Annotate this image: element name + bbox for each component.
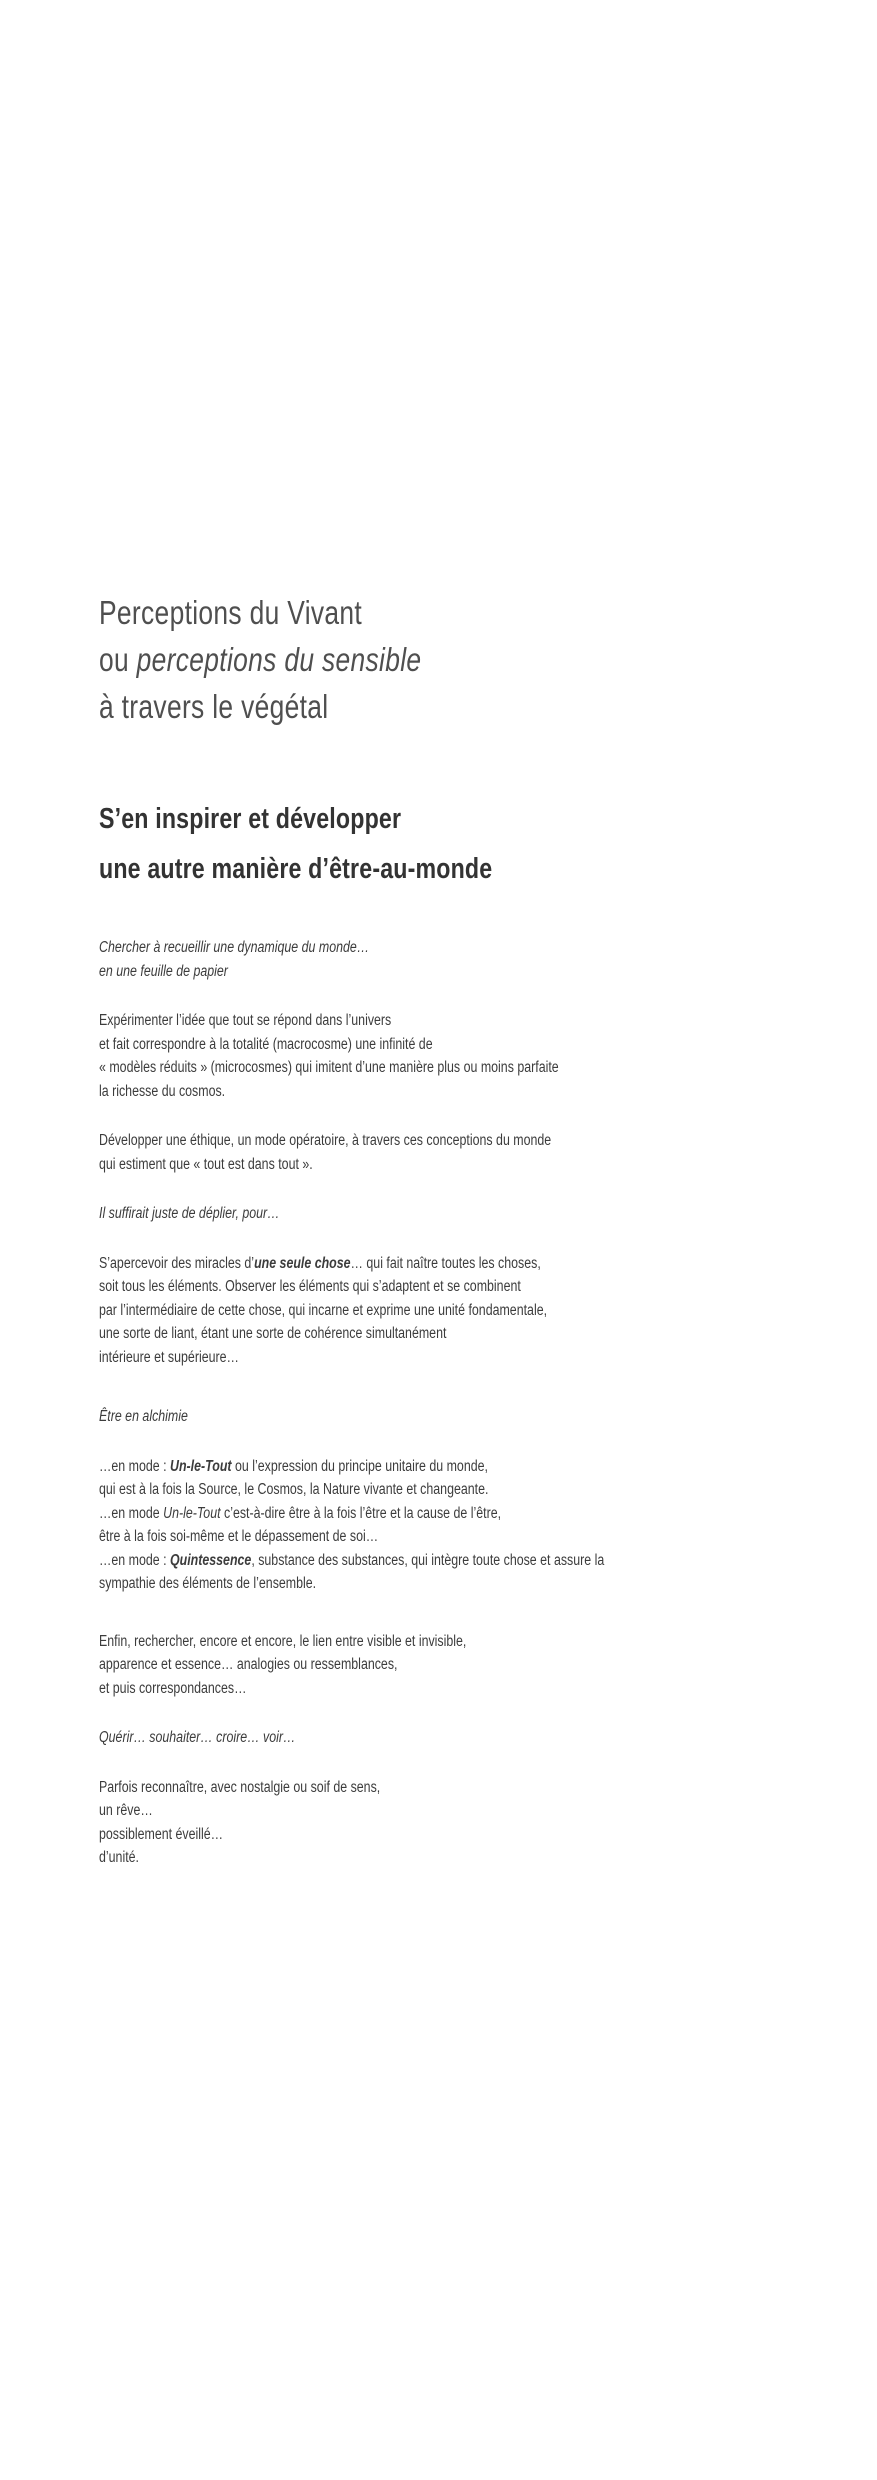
text-segment: … qui fait naître toutes les choses,: [350, 1254, 541, 1272]
text-line: Développer une éthique, un mode opératoire, à travers ces conceptions du monde: [99, 1132, 552, 1149]
text-line: qui estiment que « tout est dans tout ».: [99, 1155, 313, 1173]
text-line: et fait correspondre à la totalité (macrocosme) une infinité de: [99, 1035, 433, 1053]
text-line: possiblement éveillé…: [99, 1825, 224, 1843]
text-line: [99, 1502, 787, 1526]
text-segment: …en mode :: [99, 1551, 170, 1569]
subtitle-line-1: S’en inspirer et développer: [99, 803, 402, 835]
text-line: Il suffirait juste de déplier, pour…: [99, 1205, 280, 1222]
text-line: soit tous les éléments. Observer les éléments qui s’adaptent et se combinent: [99, 1278, 521, 1295]
text-line: par l’intermédiaire de cette chose, qui incarne et exprime une unité fondamentale,: [99, 1301, 548, 1319]
paragraph-2: [99, 1009, 787, 1103]
text-segment: , substance des substances, qui intègre toute chose et assure la: [251, 1551, 605, 1569]
text-line: une sorte de liant, étant une sorte de cohérence simultanément: [99, 1325, 447, 1342]
text-line: Quérir… souhaiter… croire… voir…: [99, 1729, 296, 1746]
text-line: [99, 1252, 787, 1276]
emphasis-segment: une seule chose: [254, 1254, 351, 1272]
paragraph-7: [99, 1455, 787, 1596]
text-line: la richesse du cosmos.: [99, 1082, 226, 1100]
text-line: d’unité.: [99, 1849, 139, 1866]
text-line: en une feuille de papier: [99, 962, 228, 980]
text-line: et puis correspondances…: [99, 1679, 247, 1697]
text-segment: S’apercevoir des miracles d’: [99, 1254, 255, 1272]
emphasis-segment: Un-le-Tout: [170, 1457, 232, 1475]
paragraph-10: [99, 1776, 787, 1870]
text-line: sympathie des éléments de l’ensemble.: [99, 1575, 317, 1592]
text-line: être à la fois soi-même et le dépassement de soi…: [99, 1528, 379, 1545]
paragraph-8: [99, 1630, 787, 1701]
paragraph-4: [99, 1202, 787, 1226]
text-line: Chercher à recueillir une dynamique du monde…: [99, 939, 370, 956]
title-line-3: à travers le végétal: [99, 688, 329, 725]
text-line: [99, 1455, 787, 1479]
title-segment: ou: [99, 641, 137, 678]
text-line: Parfois reconnaître, avec nostalgie ou soif de sens,: [99, 1778, 381, 1796]
text-column: [99, 589, 787, 1870]
paragraph-3: [99, 1129, 787, 1176]
text-segment: …en mode :: [99, 1457, 170, 1475]
paragraph-6: [99, 1405, 787, 1429]
italic-segment: Un-le-Tout: [163, 1504, 221, 1522]
paragraph-5: [99, 1252, 787, 1370]
text-segment: c’est-à-dire être à la fois l’être et la cause de l’être,: [220, 1504, 502, 1522]
title-segment-italic: perceptions du sensible: [136, 641, 422, 678]
text-line: intérieure et supérieure…: [99, 1348, 239, 1366]
subtitle: [99, 794, 787, 894]
text-line: Expérimenter l’idée que tout se répond dans l’univers: [99, 1012, 392, 1029]
text-line: qui est à la fois la Source, le Cosmos, la Nature vivante et changeante.: [99, 1481, 489, 1498]
text-line: « modèles réduits » (microcosmes) qui imitent d’une manière plus ou moins parfaite: [99, 1059, 559, 1076]
title-line-1: Perceptions du Vivant: [99, 594, 363, 631]
paragraph-1: [99, 936, 787, 983]
main-title: [99, 589, 787, 730]
text-segment: …en mode: [99, 1504, 164, 1522]
text-segment: ou l’expression du principe unitaire du monde,: [231, 1457, 488, 1475]
text-line: apparence et essence… analogies ou ressemblances,: [99, 1656, 398, 1673]
text-line: un rêve…: [99, 1802, 153, 1819]
text-line: Enfin, rechercher, encore et encore, le lien entre visible et invisible,: [99, 1632, 467, 1650]
paragraph-9: [99, 1726, 787, 1750]
subtitle-line-2: une autre manière d’être-au-monde: [99, 853, 493, 885]
title-line-2: [99, 636, 787, 683]
text-line: Être en alchimie: [99, 1408, 188, 1425]
emphasis-segment: Quintessence: [170, 1551, 252, 1569]
text-line: [99, 1549, 787, 1573]
